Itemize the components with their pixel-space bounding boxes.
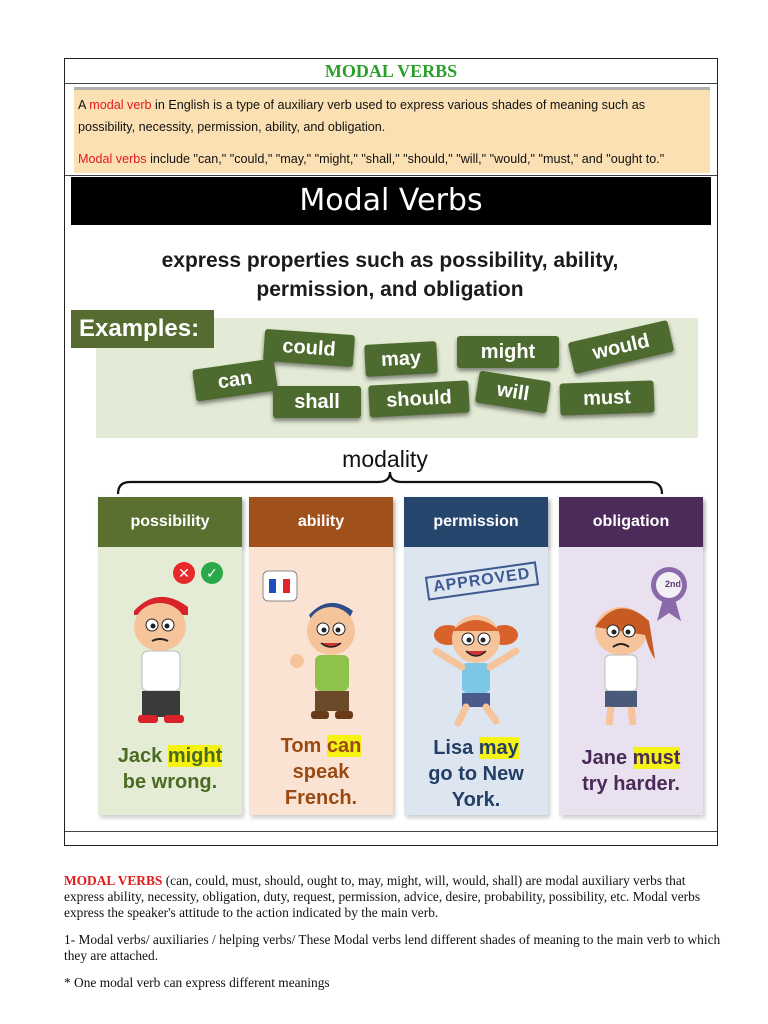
definition-line-2: possibility, necessity, permission, ability, and obligation. — [78, 120, 386, 134]
caption-modal-highlight: may — [478, 737, 519, 759]
document-title: MODAL VERBS — [324, 61, 458, 81]
caption-modal-highlight: might — [167, 745, 223, 767]
caption-modal-highlight: can — [326, 735, 362, 757]
tom-speaking-illustration — [249, 555, 393, 735]
caption-permission — [404, 735, 548, 813]
banner-title: Modal Verbs — [71, 177, 711, 225]
term-modal-verbs: Modal verbs — [78, 152, 147, 166]
term-modal-verb: modal verb — [89, 98, 152, 112]
caption-subject: Jack — [117, 745, 168, 767]
column-header-permission: permission — [404, 497, 548, 547]
example-word-shall: shall — [273, 386, 361, 418]
example-word-will: will — [475, 371, 551, 414]
example-word-would: would — [568, 320, 675, 374]
column-obligation — [559, 547, 703, 815]
frame-divider-top — [65, 83, 717, 84]
example-word-should: should — [368, 380, 470, 417]
column-permission — [404, 547, 548, 815]
example-word-can: can — [192, 358, 278, 401]
second-place-badge: 2nd — [665, 579, 682, 589]
definition-prefix: A — [78, 98, 90, 112]
definition-line-1 — [78, 94, 704, 116]
example-word-could: could — [263, 329, 355, 367]
frame-divider-bottom — [65, 831, 717, 832]
column-possibility — [98, 547, 242, 815]
example-word-may: may — [364, 341, 438, 377]
caption-rest: be wrong. — [122, 771, 218, 793]
definition-text: in English is a type of auxiliary verb used to express various shades of meaning such as — [151, 98, 646, 112]
jane-worried-illustration — [559, 555, 703, 735]
infographic-subtitle — [70, 246, 710, 304]
column-header-obligation: obligation — [559, 497, 703, 547]
curly-brace-icon — [116, 470, 664, 496]
caption-rest: speak French. — [284, 761, 358, 809]
modality-label: modality — [342, 446, 428, 472]
approved-stamp: APPROVED — [425, 561, 539, 600]
svg-text:✓: ✓ — [206, 566, 218, 582]
definition-line-3 — [78, 148, 704, 170]
examples-label: Examples: — [71, 310, 214, 348]
example-word-must: must — [559, 380, 654, 415]
column-header-ability: ability — [249, 497, 393, 547]
caption-rest: go to New York. — [428, 763, 524, 811]
definition-box — [74, 87, 710, 173]
caption-obligation — [559, 745, 703, 797]
subtitle-line-1: express properties such as possibility, ability, — [161, 249, 619, 272]
frame-divider-middle — [65, 175, 717, 176]
modal-list-text: include "can," "could," "may," "might," "shall," "should," "will," "would," "must," and "ought to." — [146, 152, 665, 166]
caption-subject: Jane — [581, 747, 633, 769]
paragraph-different-meanings: * One modal verb can express different meanings — [64, 975, 330, 990]
column-header-possibility: possibility — [98, 497, 242, 547]
example-word-might: might — [457, 336, 559, 368]
svg-text:✕: ✕ — [178, 566, 190, 582]
paragraph-shades-of-meaning: 1- Modal verbs/ auxiliaries / helping verbs/ These Modal verbs lend different shades of meaning to the main verb to which they are attached. — [64, 932, 721, 963]
caption-subject: Tom — [280, 735, 327, 757]
paragraph-modal-verbs-definition — [64, 873, 724, 921]
jack-thinking-illustration — [98, 555, 242, 735]
caption-ability — [249, 733, 393, 811]
caption-rest: try harder. — [582, 773, 680, 795]
lisa-jumping-illustration — [404, 605, 548, 735]
caption-subject: Lisa — [433, 737, 479, 759]
caption-modal-highlight: must — [632, 747, 681, 769]
caption-possibility — [98, 743, 242, 795]
term-modal-verbs-heading: MODAL VERBS — [64, 873, 163, 888]
paragraph-1-text: (can, could, must, should, ought to, may, might, will, would, shall) are modal auxiliary verbs that express ability, necessity, obligation, duty, request, permission, advice, desire, probability, possibility, etc. Modal verbs express the speaker's attitude to the action indicated by the main verb. — [64, 873, 701, 920]
column-ability — [249, 547, 393, 815]
subtitle-line-2: permission, and obligation — [256, 278, 524, 301]
